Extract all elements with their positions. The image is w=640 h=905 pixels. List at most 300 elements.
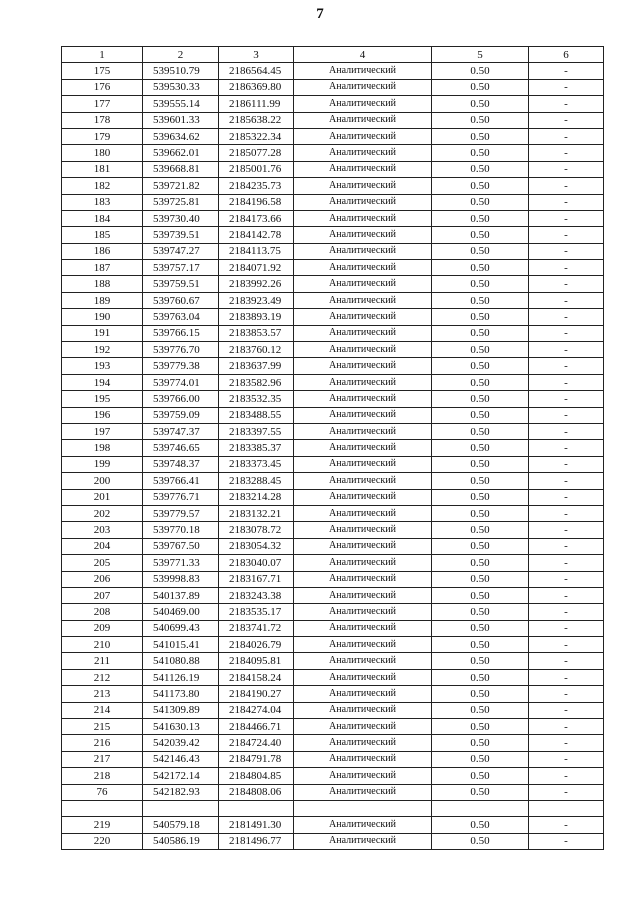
method-cell: Аналитический <box>294 423 432 439</box>
method-cell: Аналитический <box>294 128 432 144</box>
point-number-cell: 175 <box>62 63 143 79</box>
x-coordinate-cell: 539555.14 <box>143 96 219 112</box>
accuracy-cell: 0.50 <box>432 473 529 489</box>
x-coordinate-cell: 539668.81 <box>143 161 219 177</box>
point-number-cell: 187 <box>62 260 143 276</box>
method-cell: Аналитический <box>294 227 432 243</box>
method-cell: Аналитический <box>294 751 432 767</box>
table-row <box>62 63 604 79</box>
note-cell: - <box>529 719 604 735</box>
method-cell: Аналитический <box>294 292 432 308</box>
point-number-cell: 195 <box>62 391 143 407</box>
accuracy-cell: 0.50 <box>432 96 529 112</box>
note-cell: - <box>529 194 604 210</box>
y-coordinate-cell: 2183893.19 <box>219 309 294 325</box>
y-coordinate-cell: 2183923.49 <box>219 292 294 308</box>
y-coordinate-cell: 2184196.58 <box>219 194 294 210</box>
note-cell: - <box>529 489 604 505</box>
note-cell: - <box>529 686 604 702</box>
accuracy-cell: 0.50 <box>432 227 529 243</box>
y-coordinate-cell: 2183535.17 <box>219 604 294 620</box>
x-coordinate-cell: 539759.51 <box>143 276 219 292</box>
x-coordinate-cell: 539766.15 <box>143 325 219 341</box>
point-number-cell: 215 <box>62 719 143 735</box>
table-row <box>62 473 604 489</box>
table-row <box>62 702 604 718</box>
method-cell: Аналитический <box>294 210 432 226</box>
note-cell: - <box>529 63 604 79</box>
note-cell: - <box>529 456 604 472</box>
method-cell: Аналитический <box>294 276 432 292</box>
y-coordinate-cell: 2183488.55 <box>219 407 294 423</box>
y-coordinate-cell: 2184724.40 <box>219 735 294 751</box>
point-number-cell: 198 <box>62 440 143 456</box>
method-cell: Аналитический <box>294 719 432 735</box>
x-coordinate-cell: 540699.43 <box>143 620 219 636</box>
table-row <box>62 719 604 735</box>
point-number-cell <box>62 800 143 816</box>
x-coordinate-cell: 539776.71 <box>143 489 219 505</box>
table-row <box>62 161 604 177</box>
note-cell: - <box>529 555 604 571</box>
method-cell: Аналитический <box>294 735 432 751</box>
note-cell: - <box>529 358 604 374</box>
coordinates-table <box>61 46 604 850</box>
note-cell: - <box>529 505 604 521</box>
accuracy-cell: 0.50 <box>432 505 529 521</box>
table-row <box>62 128 604 144</box>
note-cell: - <box>529 784 604 800</box>
x-coordinate-cell: 539634.62 <box>143 128 219 144</box>
y-coordinate-cell: 2181496.77 <box>219 833 294 849</box>
page-number: 7 <box>316 6 324 22</box>
y-coordinate-cell: 2183532.35 <box>219 391 294 407</box>
y-coordinate-cell: 2185001.76 <box>219 161 294 177</box>
table-row <box>62 112 604 128</box>
table-row <box>62 96 604 112</box>
table-row <box>62 669 604 685</box>
table-row <box>62 800 604 816</box>
y-coordinate-cell: 2183054.32 <box>219 538 294 554</box>
y-coordinate-cell: 2183132.21 <box>219 505 294 521</box>
method-cell: Аналитический <box>294 440 432 456</box>
note-cell: - <box>529 260 604 276</box>
accuracy-cell: 0.50 <box>432 456 529 472</box>
accuracy-cell: 0.50 <box>432 194 529 210</box>
point-number-cell: 207 <box>62 587 143 603</box>
x-coordinate-cell: 539763.04 <box>143 309 219 325</box>
accuracy-cell <box>432 800 529 816</box>
table-row <box>62 79 604 95</box>
note-cell: - <box>529 128 604 144</box>
accuracy-cell: 0.50 <box>432 391 529 407</box>
column-header: 3 <box>219 47 294 63</box>
method-cell: Аналитический <box>294 194 432 210</box>
note-cell: - <box>529 292 604 308</box>
x-coordinate-cell: 539766.00 <box>143 391 219 407</box>
y-coordinate-cell: 2184071.92 <box>219 260 294 276</box>
point-number-cell: 202 <box>62 505 143 521</box>
table-row <box>62 391 604 407</box>
accuracy-cell: 0.50 <box>432 489 529 505</box>
note-cell: - <box>529 473 604 489</box>
method-cell: Аналитический <box>294 325 432 341</box>
accuracy-cell: 0.50 <box>432 178 529 194</box>
column-header: 1 <box>62 47 143 63</box>
note-cell: - <box>529 96 604 112</box>
y-coordinate-cell: 2184026.79 <box>219 637 294 653</box>
table-row <box>62 243 604 259</box>
accuracy-cell: 0.50 <box>432 79 529 95</box>
method-cell <box>294 800 432 816</box>
point-number-cell: 212 <box>62 669 143 685</box>
method-cell: Аналитический <box>294 178 432 194</box>
y-coordinate-cell: 2184235.73 <box>219 178 294 194</box>
method-cell: Аналитический <box>294 522 432 538</box>
table-row <box>62 555 604 571</box>
accuracy-cell: 0.50 <box>432 145 529 161</box>
table-row <box>62 522 604 538</box>
accuracy-cell: 0.50 <box>432 817 529 833</box>
accuracy-cell: 0.50 <box>432 637 529 653</box>
y-coordinate-cell: 2184466.71 <box>219 719 294 735</box>
x-coordinate-cell: 539530.33 <box>143 79 219 95</box>
point-number-cell: 196 <box>62 407 143 423</box>
method-cell: Аналитический <box>294 456 432 472</box>
accuracy-cell: 0.50 <box>432 440 529 456</box>
x-coordinate-cell: 539510.79 <box>143 63 219 79</box>
table-row <box>62 538 604 554</box>
note-cell: - <box>529 407 604 423</box>
accuracy-cell: 0.50 <box>432 653 529 669</box>
note-cell: - <box>529 702 604 718</box>
accuracy-cell: 0.50 <box>432 423 529 439</box>
point-number-cell: 213 <box>62 686 143 702</box>
y-coordinate-cell: 2185638.22 <box>219 112 294 128</box>
point-number-cell: 211 <box>62 653 143 669</box>
y-coordinate-cell <box>219 800 294 816</box>
x-coordinate-cell: 541630.13 <box>143 719 219 735</box>
x-coordinate-cell: 540137.89 <box>143 587 219 603</box>
y-coordinate-cell: 2183214.28 <box>219 489 294 505</box>
table-row <box>62 489 604 505</box>
note-cell: - <box>529 653 604 669</box>
method-cell: Аналитический <box>294 63 432 79</box>
table-row <box>62 227 604 243</box>
point-number-cell: 180 <box>62 145 143 161</box>
table-row <box>62 440 604 456</box>
point-number-cell: 210 <box>62 637 143 653</box>
method-cell: Аналитический <box>294 768 432 784</box>
note-cell: - <box>529 161 604 177</box>
y-coordinate-cell: 2183853.57 <box>219 325 294 341</box>
x-coordinate-cell: 542039.42 <box>143 735 219 751</box>
accuracy-cell: 0.50 <box>432 63 529 79</box>
table-row <box>62 604 604 620</box>
accuracy-cell: 0.50 <box>432 538 529 554</box>
point-number-cell: 205 <box>62 555 143 571</box>
method-cell: Аналитический <box>294 260 432 276</box>
x-coordinate-cell: 539776.70 <box>143 342 219 358</box>
column-header: 5 <box>432 47 529 63</box>
x-coordinate-cell: 539721.82 <box>143 178 219 194</box>
point-number-cell: 185 <box>62 227 143 243</box>
y-coordinate-cell: 2184808.06 <box>219 784 294 800</box>
point-number-cell: 219 <box>62 817 143 833</box>
note-cell: - <box>529 145 604 161</box>
table-row <box>62 374 604 390</box>
y-coordinate-cell: 2184804.85 <box>219 768 294 784</box>
accuracy-cell: 0.50 <box>432 243 529 259</box>
point-number-cell: 217 <box>62 751 143 767</box>
method-cell: Аналитический <box>294 505 432 521</box>
x-coordinate-cell <box>143 800 219 816</box>
x-coordinate-cell: 540579.18 <box>143 817 219 833</box>
point-number-cell: 183 <box>62 194 143 210</box>
y-coordinate-cell: 2185322.34 <box>219 128 294 144</box>
x-coordinate-cell: 540469.00 <box>143 604 219 620</box>
y-coordinate-cell: 2183167.71 <box>219 571 294 587</box>
x-coordinate-cell: 541080.88 <box>143 653 219 669</box>
note-cell: - <box>529 342 604 358</box>
point-number-cell: 214 <box>62 702 143 718</box>
table-row <box>62 587 604 603</box>
note-cell: - <box>529 637 604 653</box>
point-number-cell: 176 <box>62 79 143 95</box>
table-row <box>62 456 604 472</box>
note-cell: - <box>529 735 604 751</box>
table-row <box>62 194 604 210</box>
point-number-cell: 188 <box>62 276 143 292</box>
y-coordinate-cell: 2186564.45 <box>219 63 294 79</box>
accuracy-cell: 0.50 <box>432 751 529 767</box>
accuracy-cell: 0.50 <box>432 309 529 325</box>
column-header: 4 <box>294 47 432 63</box>
point-number-cell: 203 <box>62 522 143 538</box>
x-coordinate-cell: 539774.01 <box>143 374 219 390</box>
point-number-cell: 201 <box>62 489 143 505</box>
accuracy-cell: 0.50 <box>432 522 529 538</box>
point-number-cell: 216 <box>62 735 143 751</box>
accuracy-cell: 0.50 <box>432 112 529 128</box>
method-cell: Аналитический <box>294 620 432 636</box>
y-coordinate-cell: 2186111.99 <box>219 96 294 112</box>
x-coordinate-cell: 539766.41 <box>143 473 219 489</box>
accuracy-cell: 0.50 <box>432 342 529 358</box>
table-row <box>62 637 604 653</box>
accuracy-cell: 0.50 <box>432 374 529 390</box>
x-coordinate-cell: 539739.51 <box>143 227 219 243</box>
x-coordinate-cell: 539662.01 <box>143 145 219 161</box>
point-number-cell: 206 <box>62 571 143 587</box>
accuracy-cell: 0.50 <box>432 407 529 423</box>
y-coordinate-cell: 2181491.30 <box>219 817 294 833</box>
method-cell: Аналитический <box>294 342 432 358</box>
y-coordinate-cell: 2183078.72 <box>219 522 294 538</box>
method-cell: Аналитический <box>294 637 432 653</box>
y-coordinate-cell: 2184142.78 <box>219 227 294 243</box>
note-cell: - <box>529 538 604 554</box>
accuracy-cell: 0.50 <box>432 719 529 735</box>
method-cell: Аналитический <box>294 79 432 95</box>
accuracy-cell: 0.50 <box>432 735 529 751</box>
table-row <box>62 505 604 521</box>
y-coordinate-cell: 2183741.72 <box>219 620 294 636</box>
column-header: 2 <box>143 47 219 63</box>
note-cell: - <box>529 440 604 456</box>
x-coordinate-cell: 539998.83 <box>143 571 219 587</box>
point-number-cell: 192 <box>62 342 143 358</box>
accuracy-cell: 0.50 <box>432 210 529 226</box>
method-cell: Аналитический <box>294 784 432 800</box>
y-coordinate-cell: 2184791.78 <box>219 751 294 767</box>
point-number-cell: 181 <box>62 161 143 177</box>
note-cell: - <box>529 210 604 226</box>
point-number-cell: 204 <box>62 538 143 554</box>
accuracy-cell: 0.50 <box>432 325 529 341</box>
table-row <box>62 210 604 226</box>
point-number-cell: 191 <box>62 325 143 341</box>
point-number-cell: 177 <box>62 96 143 112</box>
accuracy-cell: 0.50 <box>432 292 529 308</box>
table-row <box>62 145 604 161</box>
method-cell: Аналитический <box>294 391 432 407</box>
point-number-cell: 200 <box>62 473 143 489</box>
x-coordinate-cell: 541173.80 <box>143 686 219 702</box>
method-cell: Аналитический <box>294 243 432 259</box>
method-cell: Аналитический <box>294 555 432 571</box>
method-cell: Аналитический <box>294 587 432 603</box>
note-cell: - <box>529 587 604 603</box>
x-coordinate-cell: 539601.33 <box>143 112 219 128</box>
note-cell: - <box>529 309 604 325</box>
method-cell: Аналитический <box>294 817 432 833</box>
note-cell: - <box>529 751 604 767</box>
note-cell: - <box>529 178 604 194</box>
note-cell: - <box>529 112 604 128</box>
y-coordinate-cell: 2183385.37 <box>219 440 294 456</box>
table-row <box>62 571 604 587</box>
table-row <box>62 653 604 669</box>
method-cell: Аналитический <box>294 653 432 669</box>
x-coordinate-cell: 539760.67 <box>143 292 219 308</box>
method-cell: Аналитический <box>294 473 432 489</box>
x-coordinate-cell: 539730.40 <box>143 210 219 226</box>
point-number-cell: 186 <box>62 243 143 259</box>
method-cell: Аналитический <box>294 161 432 177</box>
column-header: 6 <box>529 47 604 63</box>
accuracy-cell: 0.50 <box>432 604 529 620</box>
table-row <box>62 768 604 784</box>
note-cell: - <box>529 620 604 636</box>
point-number-cell: 194 <box>62 374 143 390</box>
note-cell <box>529 800 604 816</box>
accuracy-cell: 0.50 <box>432 768 529 784</box>
table-row <box>62 686 604 702</box>
y-coordinate-cell: 2183637.99 <box>219 358 294 374</box>
method-cell: Аналитический <box>294 145 432 161</box>
accuracy-cell: 0.50 <box>432 833 529 849</box>
method-cell: Аналитический <box>294 96 432 112</box>
point-number-cell: 184 <box>62 210 143 226</box>
x-coordinate-cell: 541309.89 <box>143 702 219 718</box>
table-row <box>62 423 604 439</box>
note-cell: - <box>529 227 604 243</box>
y-coordinate-cell: 2183760.12 <box>219 342 294 358</box>
y-coordinate-cell: 2184095.81 <box>219 653 294 669</box>
accuracy-cell: 0.50 <box>432 161 529 177</box>
y-coordinate-cell: 2183397.55 <box>219 423 294 439</box>
point-number-cell: 182 <box>62 178 143 194</box>
x-coordinate-cell: 539746.65 <box>143 440 219 456</box>
y-coordinate-cell: 2183288.45 <box>219 473 294 489</box>
note-cell: - <box>529 423 604 439</box>
y-coordinate-cell: 2184190.27 <box>219 686 294 702</box>
point-number-cell: 220 <box>62 833 143 849</box>
y-coordinate-cell: 2185077.28 <box>219 145 294 161</box>
table-body <box>62 63 604 850</box>
point-number-cell: 190 <box>62 309 143 325</box>
table-row <box>62 276 604 292</box>
x-coordinate-cell: 539757.17 <box>143 260 219 276</box>
point-number-cell: 209 <box>62 620 143 636</box>
accuracy-cell: 0.50 <box>432 686 529 702</box>
method-cell: Аналитический <box>294 669 432 685</box>
method-cell: Аналитический <box>294 702 432 718</box>
accuracy-cell: 0.50 <box>432 587 529 603</box>
point-number-cell: 197 <box>62 423 143 439</box>
method-cell: Аналитический <box>294 686 432 702</box>
x-coordinate-cell: 539747.27 <box>143 243 219 259</box>
note-cell: - <box>529 325 604 341</box>
accuracy-cell: 0.50 <box>432 260 529 276</box>
note-cell: - <box>529 768 604 784</box>
method-cell: Аналитический <box>294 604 432 620</box>
accuracy-cell: 0.50 <box>432 571 529 587</box>
note-cell: - <box>529 522 604 538</box>
note-cell: - <box>529 243 604 259</box>
y-coordinate-cell: 2183040.07 <box>219 555 294 571</box>
x-coordinate-cell: 540586.19 <box>143 833 219 849</box>
x-coordinate-cell: 539779.38 <box>143 358 219 374</box>
method-cell: Аналитический <box>294 489 432 505</box>
point-number-cell: 193 <box>62 358 143 374</box>
table-row <box>62 751 604 767</box>
accuracy-cell: 0.50 <box>432 276 529 292</box>
x-coordinate-cell: 542172.14 <box>143 768 219 784</box>
y-coordinate-cell: 2184274.04 <box>219 702 294 718</box>
table-row <box>62 620 604 636</box>
accuracy-cell: 0.50 <box>432 555 529 571</box>
table-row <box>62 817 604 833</box>
point-number-cell: 218 <box>62 768 143 784</box>
table-row <box>62 833 604 849</box>
y-coordinate-cell: 2184158.24 <box>219 669 294 685</box>
accuracy-cell: 0.50 <box>432 702 529 718</box>
x-coordinate-cell: 539767.50 <box>143 538 219 554</box>
note-cell: - <box>529 374 604 390</box>
table-row <box>62 292 604 308</box>
method-cell: Аналитический <box>294 407 432 423</box>
method-cell: Аналитический <box>294 571 432 587</box>
note-cell: - <box>529 391 604 407</box>
accuracy-cell: 0.50 <box>432 669 529 685</box>
x-coordinate-cell: 539770.18 <box>143 522 219 538</box>
method-cell: Аналитический <box>294 833 432 849</box>
accuracy-cell: 0.50 <box>432 358 529 374</box>
note-cell: - <box>529 79 604 95</box>
y-coordinate-cell: 2183582.96 <box>219 374 294 390</box>
